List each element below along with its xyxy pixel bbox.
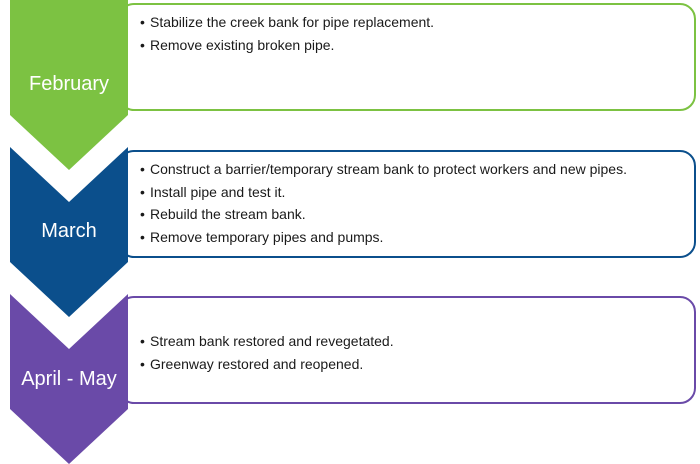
march-task-item: • Rebuild the stream bank. (140, 203, 684, 226)
april-may-label: April - May (21, 368, 117, 390)
april-may-task-item: • Stream bank restored and revegetated. (140, 330, 684, 353)
february-task-item: • Remove existing broken pipe. (140, 34, 684, 57)
march-task-item: • Install pipe and test it. (140, 181, 684, 204)
february-label: February (28, 73, 110, 95)
march-label: March (41, 220, 97, 242)
march-task-item: • Construct a barrier/temporary stream bank to protect workers and new pipes. (140, 158, 684, 181)
february-task-item: • Stabilize the creek bank for pipe replacement. (140, 11, 684, 34)
april-may-task-item: • Greenway restored and reopened. (140, 353, 684, 376)
march-task-item: • Remove temporary pipes and pumps. (140, 226, 684, 249)
